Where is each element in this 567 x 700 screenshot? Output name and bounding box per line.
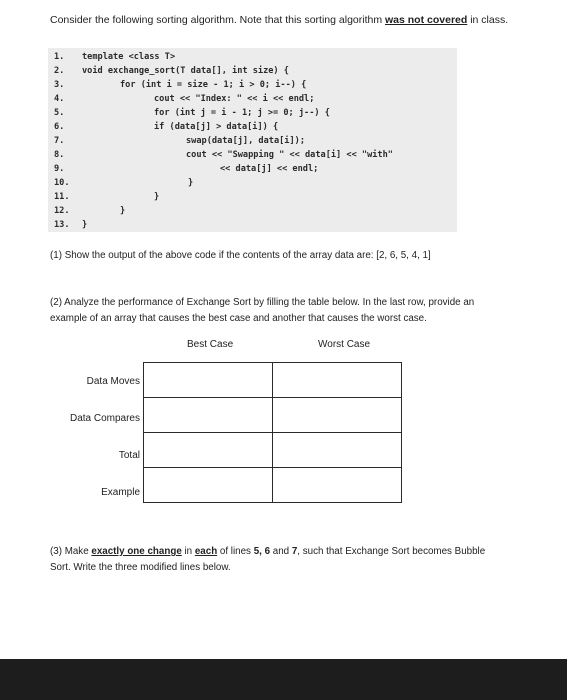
q3-part: in: [181, 546, 195, 557]
code-line: }: [154, 192, 160, 202]
answer-table: [143, 362, 402, 503]
q3-emphasis-line-7: 7: [291, 546, 298, 557]
table-row: [144, 398, 402, 433]
code-line: for (int j = i - 1; j >= 0; j--) {: [154, 108, 330, 118]
code-line: }: [120, 206, 126, 216]
code-line: }: [82, 220, 88, 230]
intro-text: [50, 14, 508, 26]
table-row: [144, 433, 402, 468]
bottom-bar: [0, 659, 567, 700]
cell-total-worst[interactable]: [273, 433, 402, 468]
question-3-line-2: Sort. Write the three modified lines below.: [50, 562, 231, 573]
line-number: 13.: [54, 220, 70, 230]
question-1: (1) Show the output of the above code if the contents of the array data are: [2, 6, 5, 4, 1]: [50, 250, 431, 261]
cell-data-compares-worst[interactable]: [273, 398, 402, 433]
row-label-data-moves: Data Moves: [86, 376, 140, 387]
question-2-line-1: (2) Analyze the performance of Exchange Sort by filling the table below. In the last row, provide an: [50, 297, 475, 308]
q3-part: (3) Make: [50, 546, 92, 557]
column-header-best-case: Best Case: [187, 339, 234, 350]
code-line: void exchange_sort(T data[], int size) {: [82, 66, 289, 76]
intro-emphasis: was not covered: [385, 14, 468, 26]
q3-part: and: [270, 546, 292, 557]
code-line: cout << "Index: " << i << endl;: [154, 94, 315, 104]
intro-after: in class.: [467, 14, 509, 26]
cell-total-best[interactable]: [144, 433, 273, 468]
code-line: template <class T>: [82, 52, 176, 62]
line-number: 11.: [54, 192, 70, 202]
question-3-line-1: [50, 546, 485, 557]
row-label-example: Example: [101, 487, 140, 498]
cell-example-worst[interactable]: [273, 468, 402, 503]
line-number: 1.: [54, 52, 65, 62]
column-header-worst-case: Worst Case: [318, 339, 371, 350]
q3-emphasis-each: each: [194, 546, 218, 557]
cell-data-moves-worst[interactable]: [273, 363, 402, 398]
code-line: }: [188, 178, 194, 188]
code-line: << data[j] << endl;: [220, 164, 319, 174]
code-line: swap(data[j], data[i]);: [186, 136, 305, 146]
intro-before: Consider the following sorting algorithm. Note that this sorting algorithm: [50, 14, 385, 26]
line-number: 4.: [54, 94, 65, 104]
code-line: for (int i = size - 1; i > 0; i--) {: [120, 80, 307, 90]
line-number: 7.: [54, 136, 65, 146]
row-label-data-compares: Data Compares: [69, 413, 140, 424]
code-block: [48, 48, 457, 232]
table-row: [144, 363, 402, 398]
row-label-total: Total: [118, 450, 140, 461]
cell-data-compares-best[interactable]: [144, 398, 273, 433]
q3-emphasis-exactly-one-change: exactly one change: [91, 546, 182, 557]
table-row: [144, 468, 402, 503]
q3-emphasis-lines: 5, 6: [253, 546, 271, 557]
line-number: 10.: [54, 178, 70, 188]
line-number: 2.: [54, 66, 65, 76]
cell-example-best[interactable]: [144, 468, 273, 503]
code-line: if (data[j] > data[i]) {: [154, 122, 279, 132]
cell-data-moves-best[interactable]: [144, 363, 273, 398]
line-number: 5.: [54, 108, 65, 118]
line-number: 6.: [54, 122, 65, 132]
q3-part: , such that Exchange Sort becomes Bubble: [297, 546, 486, 557]
line-number: 12.: [54, 206, 70, 216]
q3-part: of lines: [217, 546, 254, 557]
code-line: cout << "Swapping " << data[i] << "with": [186, 150, 393, 160]
line-number: 9.: [54, 164, 65, 174]
question-2-line-2: example of an array that causes the best case and another that causes the worst case.: [50, 313, 427, 324]
line-number: 8.: [54, 150, 65, 160]
line-number: 3.: [54, 80, 65, 90]
